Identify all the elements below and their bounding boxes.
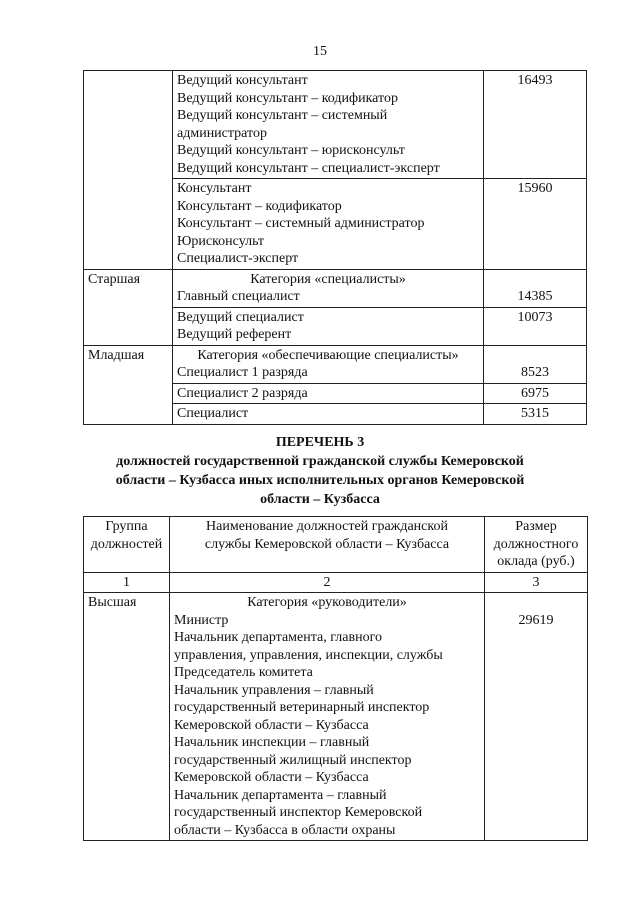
table-row	[84, 71, 587, 179]
header-text: должностного	[493, 536, 579, 552]
header-group	[84, 517, 170, 573]
position-name: Специалист 2 разряда	[177, 385, 308, 401]
position-name: Ведущий консультант – специалист-эксперт	[177, 160, 440, 176]
salary-table-continued	[83, 70, 587, 425]
position-name: Ведущий референт	[177, 327, 292, 342]
salary-cell: 10073	[484, 307, 587, 345]
column-number-row	[84, 572, 588, 593]
positions-cell	[173, 269, 484, 307]
group-cell: Старшая	[84, 269, 173, 345]
column-number: 2	[170, 572, 485, 593]
header-text: службы Кемеровской области – Кузбасса	[204, 536, 450, 552]
table-row	[84, 269, 587, 307]
positions-cell	[170, 593, 485, 841]
table-row	[84, 593, 588, 841]
list-subtitle-line: области – Кузбасса	[260, 492, 380, 507]
positions-cell	[173, 404, 484, 425]
list-subtitle-line: области – Кузбасса иных исполнительных органов Кемеровской	[115, 473, 525, 488]
position-name: Кемеровской области – Кузбасса	[174, 717, 369, 733]
header-text: Размер	[515, 519, 557, 534]
group-cell	[84, 71, 173, 270]
salary-cell: 16493	[484, 71, 587, 179]
position-name: Специалист 1 разряда	[177, 365, 308, 380]
column-number: 3	[485, 572, 588, 593]
group-cell: Младшая	[84, 345, 173, 424]
position-name: Главный специалист	[177, 289, 300, 304]
position-name: Начальник департамента – главный	[174, 787, 387, 803]
position-name: Начальник инспекции – главный	[174, 735, 370, 750]
category-heading: Категория «обеспечивающие специалисты»	[197, 347, 459, 363]
page-number: 15	[313, 44, 327, 59]
position-name: Председатель комитета	[174, 665, 313, 680]
category-heading: Категория «специалисты»	[250, 271, 406, 287]
position-name: Ведущий консультант	[177, 73, 308, 88]
position-name: государственный жилищный инспектор	[174, 752, 412, 768]
position-name: Кемеровской области – Кузбасса	[174, 770, 369, 785]
position-name: Специалист	[177, 406, 249, 421]
position-name: Консультант – системный администратор	[177, 216, 425, 231]
salary-cell	[485, 593, 588, 841]
position-name: Ведущий консультант – кодификатор	[177, 90, 398, 106]
position-name: Юрисконсульт	[177, 233, 265, 249]
position-name: области – Кузбасса в области охраны	[174, 822, 396, 838]
list-subtitle-line: должностей государственной гражданской службы Кемеровской	[116, 454, 524, 469]
position-name: государственный инспектор Кемеровской	[174, 805, 423, 820]
header-salary	[485, 517, 588, 573]
position-name: Консультант	[177, 181, 252, 196]
salary-table-list3	[83, 516, 588, 841]
salary-cell: 6975	[484, 383, 587, 404]
table-row	[84, 345, 587, 383]
position-name: Консультант – кодификатор	[177, 198, 342, 214]
header-text: оклада (руб.)	[497, 554, 575, 569]
list-title-block	[0, 433, 640, 509]
salary-value: 29619	[518, 612, 554, 628]
position-name: управления, управления, инспекции, службы	[174, 647, 443, 663]
header-position-name	[170, 517, 485, 573]
position-name: администратор	[177, 125, 267, 141]
header-text: Группа	[105, 519, 148, 534]
salary-cell: 8523	[484, 345, 587, 383]
position-name: Министр	[174, 612, 229, 628]
positions-cell	[173, 179, 484, 270]
position-name: Ведущий консультант – юрисконсульт	[177, 143, 405, 158]
header-text: Наименование должностей гражданской	[206, 519, 448, 534]
position-name: Ведущий специалист	[177, 309, 304, 325]
list-title: ПЕРЕЧЕНЬ 3	[275, 435, 365, 450]
positions-cell	[173, 71, 484, 179]
group-cell: Высшая	[84, 593, 170, 841]
column-number: 1	[84, 572, 170, 593]
position-name: Начальник департамента, главного	[174, 630, 382, 645]
salary-cell: 15960	[484, 179, 587, 270]
header-text: должностей	[90, 536, 163, 552]
positions-cell	[173, 383, 484, 404]
position-name: государственный ветеринарный инспектор	[174, 700, 430, 715]
table-header-row	[84, 517, 588, 573]
category-heading: Категория «руководители»	[247, 595, 407, 610]
positions-cell	[173, 345, 484, 383]
position-name: Специалист-эксперт	[177, 251, 299, 266]
positions-cell	[173, 307, 484, 345]
position-name: Ведущий консультант – системный	[177, 108, 388, 123]
salary-cell: 5315	[484, 404, 587, 425]
salary-cell: 14385	[484, 269, 587, 307]
position-name: Начальник управления – главный	[174, 682, 374, 698]
